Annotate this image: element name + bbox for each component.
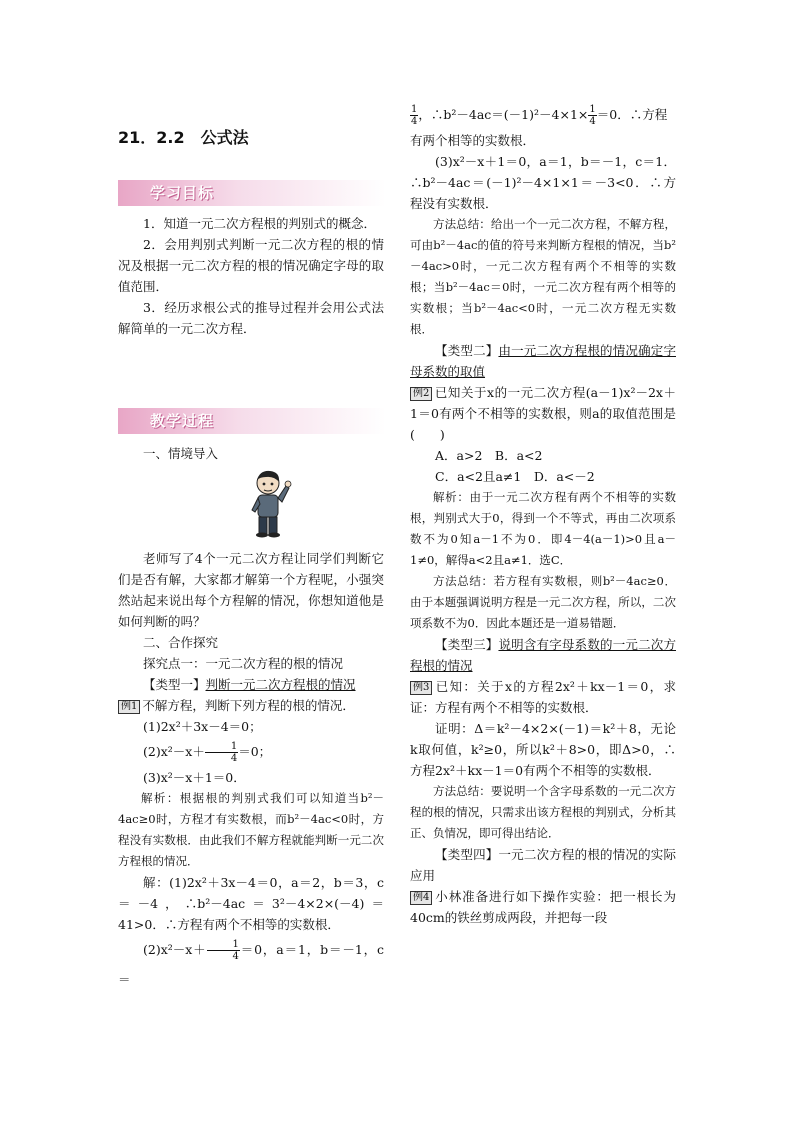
process-banner-text: 教学过程 (150, 412, 215, 430)
example1 (118, 695, 384, 716)
options-ab: A．a>2 B．a<2 (435, 448, 543, 463)
type3-label: 【类型三】 (435, 637, 499, 652)
solution-1: 解：(1)2x²＋3x－4＝0，a＝2，b＝3，c＝－4，∴b²－4ac＝3²－4×2×(－4)＝41>0．∴方程有两个不相等的实数根． (118, 875, 384, 932)
type4-label: 【类型四】 (435, 847, 499, 862)
fraction-numerator: 1 (207, 939, 240, 951)
type2-label: 【类型二】 (435, 343, 499, 358)
example4-badge: 例4 (410, 891, 432, 905)
example3-text: 已知：关于x的方程2x²＋kx－1＝0，求证：方程有两个不相等的实数根． (410, 679, 676, 715)
solution-2-cont-c: ＝0．∴方程 (596, 107, 668, 122)
fraction-quarter (207, 939, 240, 962)
process-banner (118, 408, 386, 434)
type1-label: 【类型一】 (143, 677, 206, 692)
type4-heading (410, 844, 676, 886)
equation-2-a: (2)x²－x＋ (143, 744, 205, 759)
type1-heading (118, 674, 384, 695)
student-figure-icon (246, 468, 294, 538)
example4-text: 小林准备进行如下操作实验：把一根长为40cm的铁丝剪成两段，并把每一段 (410, 889, 676, 925)
example4 (410, 886, 676, 928)
goals-banner-text: 学习目标 (150, 184, 215, 202)
fraction-quarter (205, 741, 238, 764)
solution-3: (3)x²－x＋1＝0，a＝1，b＝－1，c＝1．∴b²－4ac＝(－1)²－4×1×1＝－3<0．∴方程没有实数根． (410, 154, 676, 211)
fraction-denominator: 4 (589, 116, 596, 127)
example1-badge: 例1 (118, 700, 140, 714)
intro-paragraph: 老师写了4个一元二次方程让同学们判断它们是否有解，大家都才解第一个方程呢，小强突然站起来说出每个方程解的情况，你想知道他是如何判断的吗？ (118, 551, 384, 629)
solution-2-end: 有两个相等的实数根． (410, 133, 536, 148)
section-heading-1: 一、情境导入 (143, 446, 219, 461)
equation-2-b: ＝0； (238, 744, 272, 759)
type3-heading (410, 634, 676, 676)
equation-3: (3)x²－x＋1＝0． (143, 770, 246, 785)
lesson-body (118, 548, 384, 995)
example2-badge: 例2 (410, 387, 432, 401)
proof: 证明：Δ＝k²－4×2×(－1)＝k²＋8，无论k取何值，k²≥0，所以k²＋8>0，即Δ>0，∴方程2x²＋kx－1＝0有两个不相等的实数根． (410, 721, 676, 778)
summary-2: 方法总结：若方程有实数根，则b²－4ac≥0．由于本题强调说明方程是一元二次方程，所以，二次项系数不为0．因此本题还是一道易错题． (410, 574, 676, 630)
solution-2-cont-b: ，∴b²－4ac＝(－1)²－4×1× (418, 107, 589, 122)
section-heading-2: 二、合作探究 (143, 635, 219, 650)
solution-2-b: ＝0，a＝1，b＝－1，c＝ (118, 942, 384, 987)
goal-item: 1．知道一元二次方程根的判别式的概念． (143, 216, 376, 231)
example3 (410, 676, 676, 718)
type1-text: 判断一元二次方程根的情况 (205, 677, 356, 692)
goals-list (118, 213, 384, 339)
right-body (410, 100, 676, 928)
example2-text: 已知关于x的一元二次方程(a－1)x²－2x＋1＝0有两个不相等的实数根，则a的取值范围是( ) (410, 385, 676, 442)
example3-badge: 例3 (410, 681, 432, 695)
goal-item: 2．会用判别式判断一元二次方程的根的情况及根据一元二次方程的根的情况确定字母的取值范围． (118, 237, 384, 294)
fraction-numerator: 1 (205, 741, 238, 753)
fraction-numerator: 1 (411, 104, 418, 115)
example2 (410, 382, 676, 445)
fraction-denominator: 4 (232, 951, 239, 962)
options-cd: C．a<2且a≠1 D．a<－2 (435, 469, 595, 484)
explore-point-1: 探究点一：一元二次方程的根的情况 (143, 656, 344, 671)
solution-2-a: (2)x²－x＋ (143, 942, 207, 957)
section-title: 21．2.2 公式法 (118, 128, 249, 147)
goal-item: 3．经历求根公式的推导过程并会用公式法解简单的一元二次方程． (118, 300, 384, 336)
fraction-denominator: 4 (230, 753, 238, 764)
solution-2-start (118, 935, 384, 995)
summary-3: 方法总结：要说明一个含字母系数的一元二次方程的根的情况，只需求出该方程根的判别式，分析其正、负情况，即可得出结论． (410, 784, 676, 840)
type2-heading (410, 340, 676, 382)
equation-1: (1)2x²＋3x－4＝0； (143, 719, 262, 734)
fraction-numerator: 1 (589, 104, 596, 115)
equation-2 (118, 737, 384, 767)
summary-1: 方法总结：给出一个一元二次方程，不解方程，可由b²－4ac的值的符号来判断方程根的情况，当b²－4ac>0时，一元二次方程有两个不相等的实数根；当b²－4ac＝0时，一元二次方程有两个相等的实数根；当b²－4ac<0时，一元二次方程无实数根． (410, 217, 676, 336)
goals-banner (118, 180, 386, 206)
type4-text: 一元二次方程的根的情况的实际应用 (410, 847, 676, 883)
fraction-denominator: 4 (411, 116, 418, 127)
fraction-quarter (588, 104, 596, 127)
analysis-2: 解析：由于一元二次方程有两个不相等的实数根，判别式大于0，得到一个不等式，再由二次项系数不为0知a－1不为0．即4－4(a－1)>0且a－1≠0，解得a<2且a≠1．选C． (410, 490, 676, 567)
analysis-1: 解析：根据根的判别式我们可以知道当b²－4ac≥0时，方程才有实数根，而b²－4ac<0时，方程没有实数根．由此我们不解方程就能判断一元二次方程根的情况． (118, 791, 384, 868)
type3-text: 说明含有字母系数的一元二次方程根的情况 (410, 637, 676, 673)
solution-2-cont (410, 100, 676, 130)
example1-text: 不解方程，判断下列方程的根的情况． (142, 698, 355, 713)
type2-text: 由一元二次方程根的情况确定字母系数的取值 (410, 343, 676, 379)
